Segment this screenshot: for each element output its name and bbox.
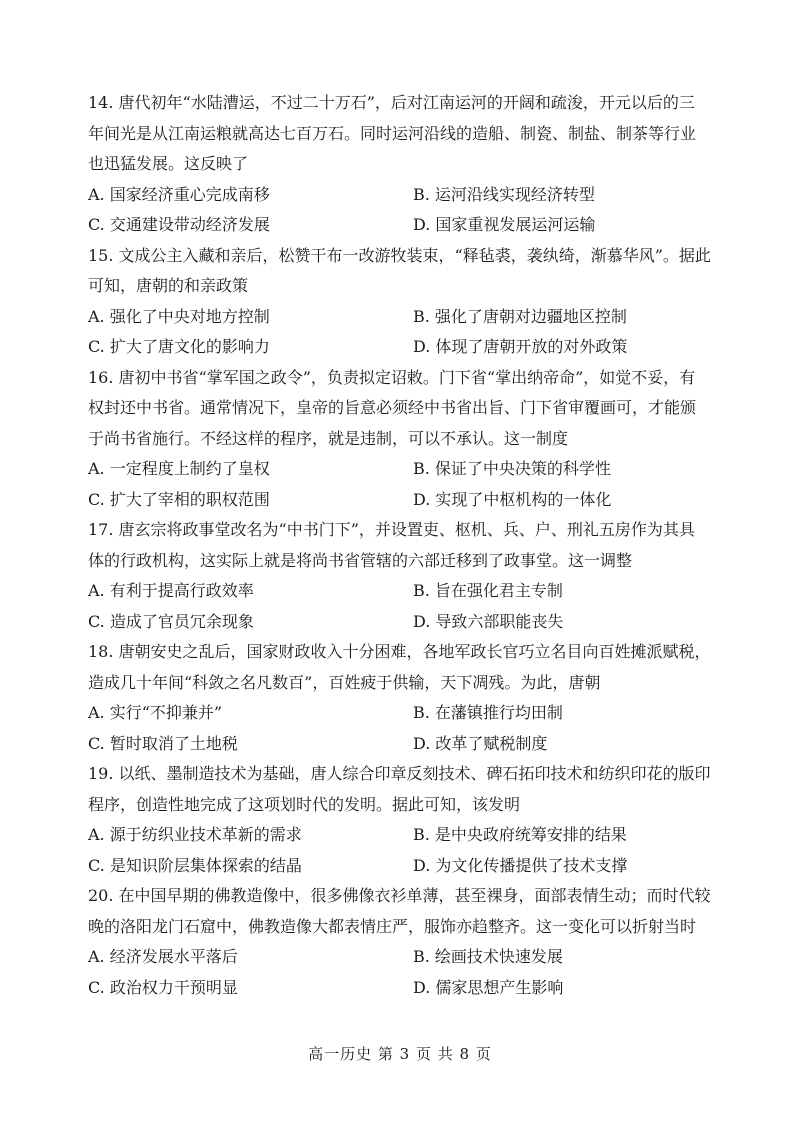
question-stem-line: 于尚书省施行。不经这样的程序，就是违制，可以不承认。这一制度 bbox=[88, 428, 569, 448]
answer-options bbox=[88, 942, 716, 1003]
option-a: A. 国家经济重心完成南移 bbox=[88, 184, 270, 204]
option-d: D. 实现了中枢机构的一体化 bbox=[413, 489, 612, 509]
question-stem-line: 16. 唐初中书省“掌军国之政令”，负责拟定诏敕。门下省“掌出纳帝命”，如觉不妥，有 bbox=[88, 367, 696, 387]
option-a: A. 有利于提高行政效率 bbox=[88, 581, 254, 600]
option-b: B. 强化了唐朝对边疆地区控制 bbox=[413, 306, 627, 326]
option-d: D. 为文化传播提供了技术支撑 bbox=[413, 855, 628, 875]
question-14 bbox=[88, 88, 716, 241]
option-c: C. 暂时取消了土地税 bbox=[88, 733, 238, 753]
option-c: C. 政治权力干预明显 bbox=[88, 977, 238, 997]
question-stem-line: 19. 以纸、墨制造技术为基础，唐人综合印章反刻技术、碑石拓印技术和纺织印花的版印 bbox=[88, 764, 711, 783]
option-d: D. 国家重视发展运河运输 bbox=[413, 215, 596, 234]
question-stem-line: 年间光是从江南运粮就高达七百万石。同时运河沿线的造船、制瓷、制盐、制茶等行业 bbox=[88, 123, 697, 143]
option-d: D. 改革了赋税制度 bbox=[413, 733, 548, 753]
option-a: A. 一定程度上制约了皇权 bbox=[88, 459, 270, 478]
option-c: C. 是知识阶层集体探索的结晶 bbox=[88, 855, 302, 875]
option-d: D. 体现了唐朝开放的对外政策 bbox=[413, 337, 628, 356]
question-stem-line: 18. 唐朝安史之乱后，国家财政收入十分困难，各地军政长官巧立名目向百姓摊派赋税， bbox=[88, 642, 711, 661]
question-stem-line: 20. 在中国早期的佛教造像中，很多佛像衣衫单薄，甚至裸身，面部表情生动；而时代较 bbox=[88, 886, 711, 905]
question-20 bbox=[88, 881, 716, 1003]
answer-options bbox=[88, 698, 716, 759]
option-d: D. 导致六部职能丧失 bbox=[413, 611, 564, 631]
question-stem-line: 可知，唐朝的和亲政策 bbox=[88, 276, 249, 295]
question-stem-line: 程序，创造性地完成了这项划时代的发明。据此可知，该发明 bbox=[88, 794, 521, 814]
answer-options bbox=[88, 820, 716, 881]
question-17 bbox=[88, 515, 716, 637]
answer-options bbox=[88, 576, 716, 637]
answer-options bbox=[88, 302, 716, 363]
option-a: A. 实行“不抑兼并” bbox=[88, 703, 223, 722]
question-stem-line: 晚的洛阳龙门石窟中，佛教造像大都表情庄严，服饰亦趋整齐。这一变化可以折射当时 bbox=[88, 916, 697, 936]
question-stem-line: 也迅猛发展。这反映了 bbox=[88, 154, 249, 173]
question-stem-line: 17. 唐玄宗将政事堂改名为“中书门下”，并设置吏、枢机、兵、户、刑礼五房作为其具 bbox=[88, 520, 695, 539]
option-a: A. 经济发展水平落后 bbox=[88, 947, 238, 966]
option-c: C. 造成了官员冗余现象 bbox=[88, 611, 254, 631]
question-18 bbox=[88, 637, 716, 759]
option-a: A. 强化了中央对地方控制 bbox=[88, 306, 270, 326]
question-stem-line: 体的行政机构，这实际上就是将尚书省管辖的六部迁移到了政事堂。这一调整 bbox=[88, 550, 633, 570]
option-b: B. 绘画技术快速发展 bbox=[413, 947, 563, 966]
question-stem-line: 15. 文成公主入藏和亲后，松赞干布一改游牧装束，“释毡裘，袭纨绮，渐慕华风”。据此 bbox=[88, 245, 711, 265]
question-15 bbox=[88, 241, 716, 363]
answer-options bbox=[88, 454, 716, 515]
question-stem-line: 权封还中书省。通常情况下，皇帝的旨意必须经中书省出旨、门下省审覆画可，才能颁 bbox=[88, 398, 697, 417]
page-footer: 高一历史 第 3 页 共 8 页 bbox=[308, 1045, 492, 1063]
question-list bbox=[88, 88, 716, 1003]
option-b: B. 运河沿线实现经济转型 bbox=[413, 184, 595, 204]
option-b: B. 旨在强化君主专制 bbox=[413, 581, 563, 600]
option-c: C. 扩大了唐文化的影响力 bbox=[88, 337, 270, 356]
question-16 bbox=[88, 363, 716, 516]
option-c: C. 交通建设带动经济发展 bbox=[88, 215, 270, 234]
option-b: B. 是中央政府统筹安排的结果 bbox=[413, 825, 627, 844]
question-stem-line: 14. 唐代初年“水陆漕运，不过二十万石”，后对江南运河的开阔和疏浚，开元以后的三 bbox=[88, 93, 695, 112]
option-b: B. 保证了中央决策的科学性 bbox=[413, 459, 611, 478]
option-c: C. 扩大了宰相的职权范围 bbox=[88, 489, 270, 509]
question-stem-line: 造成几十年间“科敛之名凡数百”，百姓疲于供输，天下凋残。为此，唐朝 bbox=[88, 672, 601, 692]
option-b: B. 在藩镇推行均田制 bbox=[413, 703, 563, 722]
question-19 bbox=[88, 759, 716, 881]
option-a: A. 源于纺织业技术革新的需求 bbox=[88, 825, 302, 844]
answer-options bbox=[88, 180, 716, 241]
option-d: D. 儒家思想产生影响 bbox=[413, 977, 564, 997]
